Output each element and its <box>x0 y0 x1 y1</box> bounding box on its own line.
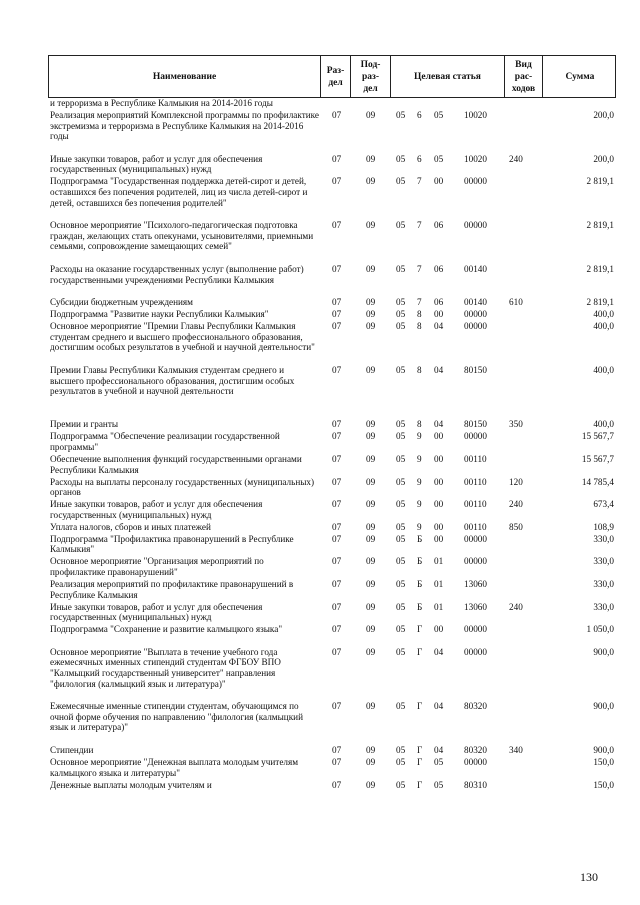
cell-pod: 09 <box>366 153 376 164</box>
cell-pod: 09 <box>366 701 376 712</box>
cell-sum: 15 567,7 <box>581 431 614 442</box>
cell-t3: 00 <box>434 309 444 320</box>
cell-t1: 05 <box>396 499 406 510</box>
cell-t4: 80320 <box>464 745 487 755</box>
cell-t3: 00 <box>434 499 444 510</box>
cell-razd: 07 <box>332 321 342 332</box>
cell-pod: 09 <box>366 745 376 755</box>
cell-pod: 09 <box>366 556 376 567</box>
cell-pod: 09 <box>366 419 376 430</box>
cell-razd: 07 <box>332 297 342 308</box>
table-row <box>48 477 616 498</box>
cell-pod: 09 <box>366 110 376 120</box>
cell-razd: 07 <box>332 454 342 464</box>
cell-razd: 07 <box>332 745 342 755</box>
cell-pod: 09 <box>366 579 376 589</box>
cell-pod: 09 <box>366 264 376 274</box>
cell-t2: Г <box>417 757 423 767</box>
cell-t2: Б <box>417 601 423 612</box>
table-row <box>48 321 616 363</box>
table-row <box>48 499 616 520</box>
cell-razd: 07 <box>332 701 342 712</box>
cell-t2: Г <box>417 646 423 657</box>
cell-t1: 05 <box>396 365 406 375</box>
header-sum: Сумма <box>565 71 595 82</box>
table-row <box>48 579 616 600</box>
cell-sum: 400,0 <box>593 365 614 375</box>
table-row <box>48 647 616 700</box>
cell-name: Расходы на оказание государственных услуг (выполнение работ) государственными учреждениями Республики Калмыкия <box>50 264 304 285</box>
cell-name: Иные закупки товаров, работ и услуг для обеспечения государственных (муниципальных) нужд <box>50 601 263 623</box>
table-row <box>48 522 616 533</box>
cell-razd: 07 <box>332 601 342 612</box>
cell-sum: 150,0 <box>593 757 614 767</box>
cell-name: Подпрограмма "Обеспечение реализации государственной программы" <box>50 431 280 452</box>
table-row <box>48 745 616 756</box>
cell-name: Подпрограмма "Профилактика правонарушений в Республике Калмыкия" <box>50 533 294 555</box>
cell-t4: 00000 <box>464 624 487 635</box>
cell-name: Стипендии <box>50 745 94 755</box>
cell-t1: 05 <box>396 757 406 767</box>
cell-name: Подпрограмма "Развитие науки Республики Калмыкия" <box>50 309 269 320</box>
cell-t1: 05 <box>396 264 406 274</box>
cell-t3: 06 <box>434 220 444 231</box>
cell-t3: 04 <box>434 321 444 332</box>
cell-sum: 150,0 <box>593 779 614 790</box>
cell-razd: 07 <box>332 309 342 320</box>
cell-vid: 340 <box>509 745 523 755</box>
cell-sum: 900,0 <box>593 701 614 712</box>
cell-t2: 8 <box>417 365 422 375</box>
cell-pod: 09 <box>366 297 376 308</box>
cell-t1: 05 <box>396 220 406 231</box>
cell-t2: 7 <box>417 297 422 308</box>
cell-pod: 09 <box>366 454 376 464</box>
cell-vid: 350 <box>509 419 523 430</box>
cell-pod: 09 <box>366 431 376 442</box>
table-row <box>48 757 616 778</box>
cell-name: Расходы на выплаты персоналу государственных (муниципальных) органов <box>50 476 315 498</box>
table-row <box>48 110 616 152</box>
header-razdel: Раз- дел <box>321 56 351 97</box>
cell-t3: 04 <box>434 365 444 375</box>
cell-sum: 330,0 <box>593 533 614 544</box>
cell-t1: 05 <box>396 454 406 464</box>
cell-sum: 2 819,1 <box>586 297 614 308</box>
cell-t3: 00 <box>434 476 444 487</box>
cell-t1: 05 <box>396 297 406 308</box>
cell-t1: 05 <box>396 624 406 635</box>
cell-sum: 400,0 <box>593 321 614 332</box>
header-podrazdel: Под- раз- дел <box>351 56 391 97</box>
table-row <box>48 154 616 175</box>
cell-name: Основное мероприятие "Денежная выплата молодым учителям калмыцкого языка и литературы" <box>50 757 299 778</box>
cell-t3: 00 <box>434 454 444 464</box>
table-row <box>48 176 616 218</box>
cell-razd: 07 <box>332 646 342 657</box>
cell-name: Премии Главы Республики Калмыкия студентам среднего и высшего профессионального образования, достигшим особых результатов в учебной и научной деятельности <box>50 365 295 397</box>
cell-sum: 330,0 <box>593 556 614 567</box>
cell-razd: 07 <box>332 499 342 510</box>
cell-t2: 7 <box>417 264 422 274</box>
cell-t2: 9 <box>417 521 422 532</box>
cell-t3: 01 <box>434 579 444 589</box>
cell-name: Обеспечение выполнения функций государственными органами Республики Калмыкия <box>50 454 302 475</box>
cell-pod: 09 <box>366 533 376 544</box>
header-target: Целевая статья <box>391 56 505 97</box>
cell-pod: 09 <box>366 476 376 487</box>
cell-vid: 240 <box>509 153 523 164</box>
cell-name: и терроризма в Республике Калмыкия на 2014-2016 годы <box>50 98 273 108</box>
cell-pod: 09 <box>366 521 376 532</box>
cell-t2: 9 <box>417 499 422 510</box>
cell-sum: 673,4 <box>593 499 614 510</box>
cell-t4: 00110 <box>464 454 487 464</box>
cell-t1: 05 <box>396 701 406 712</box>
table-row <box>48 454 616 475</box>
cell-t2: Б <box>417 533 423 544</box>
table-row <box>48 419 616 430</box>
cell-t4: 80310 <box>464 779 487 790</box>
cell-t4: 00000 <box>464 646 487 657</box>
table-row <box>48 556 616 577</box>
cell-name: Основное мероприятие "Выплата в течение учебного года ежемесячных именных стипендий студентам ФГБОУ ВПО "Калмыцкий государственный университет" направления "филология (калмыцкий язык и литература)" <box>50 646 281 689</box>
cell-sum: 900,0 <box>593 646 614 657</box>
cell-t1: 05 <box>396 745 406 755</box>
cell-t2: 9 <box>417 431 422 442</box>
cell-name: Денежные выплаты молодым учителям и <box>50 779 212 790</box>
cell-t4: 00000 <box>464 220 487 231</box>
cell-t1: 05 <box>396 779 406 790</box>
table-header <box>48 55 616 98</box>
cell-t2: 7 <box>417 220 422 231</box>
table-row <box>48 365 616 418</box>
cell-t4: 10020 <box>464 110 487 120</box>
cell-razd: 07 <box>332 521 342 532</box>
cell-name: Основное мероприятие "Организация мероприятий по профилактике правонарушений" <box>50 556 264 577</box>
cell-pod: 09 <box>366 220 376 231</box>
cell-t2: 8 <box>417 419 422 430</box>
cell-t2: Б <box>417 579 423 589</box>
cell-vid: 850 <box>509 521 523 532</box>
cell-t2: 7 <box>417 176 422 187</box>
cell-t4: 10020 <box>464 153 487 164</box>
cell-name: Основное мероприятие "Премии Главы Республики Калмыкия студентам среднего и высшего профессионального образования, достигшим особых результатов в учебной и научной деятельности" <box>50 321 315 353</box>
cell-t1: 05 <box>396 533 406 544</box>
cell-sum: 400,0 <box>593 309 614 320</box>
cell-pod: 09 <box>366 646 376 657</box>
cell-t3: 04 <box>434 419 444 430</box>
cell-t3: 00 <box>434 521 444 532</box>
cell-t4: 00110 <box>464 476 487 487</box>
cell-vid: 610 <box>509 297 523 308</box>
cell-razd: 07 <box>332 624 342 635</box>
cell-sum: 2 819,1 <box>586 220 614 231</box>
cell-t3: 00 <box>434 533 444 544</box>
cell-name: Основное мероприятие "Психолого-педагогическая подготовка граждан, желающих стать опекунами, усыновителями, приемными семьями, сопровождение замещающих семей" <box>50 220 314 252</box>
cell-t2: Г <box>417 745 423 755</box>
cell-razd: 07 <box>332 779 342 790</box>
table-row <box>48 264 616 296</box>
cell-t4: 00000 <box>464 309 487 320</box>
cell-t1: 05 <box>396 419 406 430</box>
cell-t4: 13060 <box>464 601 487 612</box>
cell-sum: 108,9 <box>593 521 614 532</box>
cell-razd: 07 <box>332 431 342 442</box>
cell-sum: 2 819,1 <box>586 176 614 187</box>
table-row <box>48 98 616 109</box>
cell-name: Подпрограмма "Сохранение и развитие калмыцкого языка" <box>50 624 283 635</box>
cell-t4: 13060 <box>464 579 487 589</box>
cell-t3: 05 <box>434 757 444 767</box>
header-vid: Вид рас- ходов <box>505 56 543 97</box>
cell-t1: 05 <box>396 646 406 657</box>
cell-name: Уплата налогов, сборов и иных платежей <box>50 521 211 532</box>
cell-name: Иные закупки товаров, работ и услуг для обеспечения государственных (муниципальных) нужд <box>50 499 263 520</box>
cell-t2: Г <box>417 624 423 635</box>
cell-vid: 240 <box>509 601 523 612</box>
cell-t2: 8 <box>417 321 422 332</box>
cell-t4: 00110 <box>464 521 487 532</box>
cell-sum: 200,0 <box>593 110 614 120</box>
cell-pod: 09 <box>366 624 376 635</box>
cell-t3: 06 <box>434 297 444 308</box>
cell-razd: 07 <box>332 220 342 231</box>
cell-pod: 09 <box>366 601 376 612</box>
cell-razd: 07 <box>332 176 342 187</box>
cell-t1: 05 <box>396 431 406 442</box>
cell-t3: 01 <box>434 601 444 612</box>
cell-t2: Г <box>417 779 423 790</box>
cell-t4: 80150 <box>464 419 487 430</box>
cell-t4: 00110 <box>464 499 487 510</box>
cell-name: Подпрограмма "Государственная поддержка детей-сирот и детей, оставшихся без попечения родителей, лиц из числа детей-сирот и детей, оставшихся без попечения родителей" <box>50 176 308 208</box>
cell-t2: 6 <box>417 110 422 120</box>
cell-name: Реализация мероприятий Комплексной программы по профилактике экстремизма и терроризма в Республике Калмыкия на 2014-2016 годы <box>50 110 319 142</box>
table-row <box>48 309 616 320</box>
cell-t4: 80150 <box>464 365 487 375</box>
cell-t2: Б <box>417 556 423 567</box>
cell-t4: 00000 <box>464 321 487 332</box>
cell-t1: 05 <box>396 176 406 187</box>
cell-t1: 05 <box>396 579 406 589</box>
cell-t3: 04 <box>434 701 444 712</box>
cell-name: Ежемесячные именные стипендии студентам, обучающимся по очной форме обучения по направлению "филология (калмыцкий язык и литература)" <box>50 701 303 733</box>
cell-pod: 09 <box>366 176 376 187</box>
cell-sum: 2 819,1 <box>586 264 614 274</box>
cell-t3: 04 <box>434 745 444 755</box>
cell-t1: 05 <box>396 110 406 120</box>
cell-t3: 05 <box>434 779 444 790</box>
cell-pod: 09 <box>366 321 376 332</box>
cell-t3: 00 <box>434 624 444 635</box>
cell-t3: 01 <box>434 556 444 567</box>
cell-sum: 900,0 <box>593 745 614 755</box>
cell-pod: 09 <box>366 365 376 375</box>
cell-sum: 330,0 <box>593 601 614 612</box>
table-row <box>48 780 616 791</box>
cell-t1: 05 <box>396 601 406 612</box>
cell-t3: 05 <box>434 153 444 164</box>
cell-t1: 05 <box>396 309 406 320</box>
cell-pod: 09 <box>366 499 376 510</box>
cell-t4: 00140 <box>464 264 487 274</box>
cell-name: Реализация мероприятий по профилактике правонарушений в Республике Калмыкия <box>50 579 294 600</box>
header-name: Наименование <box>49 56 321 97</box>
cell-razd: 07 <box>332 757 342 767</box>
table-row <box>48 297 616 308</box>
cell-sum: 330,0 <box>593 579 614 589</box>
cell-t1: 05 <box>396 321 406 332</box>
cell-t1: 05 <box>396 521 406 532</box>
table-row <box>48 602 616 623</box>
cell-t1: 05 <box>396 153 406 164</box>
cell-razd: 07 <box>332 264 342 274</box>
cell-razd: 07 <box>332 579 342 589</box>
cell-sum: 15 567,7 <box>581 454 614 464</box>
cell-t2: 6 <box>417 153 422 164</box>
cell-name: Субсидии бюджетным учреждениям <box>50 297 193 308</box>
cell-razd: 07 <box>332 476 342 487</box>
cell-name: Премии и гранты <box>50 419 119 430</box>
cell-pod: 09 <box>366 309 376 320</box>
cell-pod: 09 <box>366 757 376 767</box>
cell-razd: 07 <box>332 556 342 567</box>
cell-t2: 8 <box>417 309 422 320</box>
cell-t1: 05 <box>396 556 406 567</box>
cell-t3: 05 <box>434 110 444 120</box>
cell-sum: 400,0 <box>593 419 614 430</box>
cell-sum: 14 785,4 <box>581 476 614 487</box>
cell-razd: 07 <box>332 365 342 375</box>
cell-sum: 1 050,0 <box>586 624 614 635</box>
table-row <box>48 624 616 645</box>
cell-t4: 00000 <box>464 533 487 544</box>
cell-t3: 00 <box>434 176 444 187</box>
cell-t4: 00000 <box>464 176 487 187</box>
cell-razd: 07 <box>332 110 342 120</box>
cell-t3: 06 <box>434 264 444 274</box>
table-row <box>48 534 616 555</box>
cell-t1: 05 <box>396 476 406 487</box>
table-row <box>48 701 616 743</box>
cell-t4: 00000 <box>464 431 487 442</box>
cell-razd: 07 <box>332 419 342 430</box>
page-number: 130 <box>580 870 598 884</box>
cell-t3: 04 <box>434 646 444 657</box>
cell-t4: 80320 <box>464 701 487 712</box>
cell-t4: 00000 <box>464 757 487 767</box>
cell-t2: 9 <box>417 454 422 464</box>
table-row <box>48 220 616 262</box>
cell-t2: Г <box>417 701 423 712</box>
cell-t4: 00000 <box>464 556 487 567</box>
cell-t2: 9 <box>417 476 422 487</box>
cell-vid: 240 <box>509 499 523 510</box>
cell-vid: 120 <box>509 476 523 487</box>
cell-t4: 00140 <box>464 297 487 308</box>
cell-pod: 09 <box>366 779 376 790</box>
cell-name: Иные закупки товаров, работ и услуг для обеспечения государственных (муниципальных) нужд <box>50 153 263 175</box>
cell-razd: 07 <box>332 153 342 164</box>
cell-sum: 200,0 <box>593 153 614 164</box>
cell-razd: 07 <box>332 533 342 544</box>
table-row <box>48 431 616 452</box>
cell-t3: 00 <box>434 431 444 442</box>
